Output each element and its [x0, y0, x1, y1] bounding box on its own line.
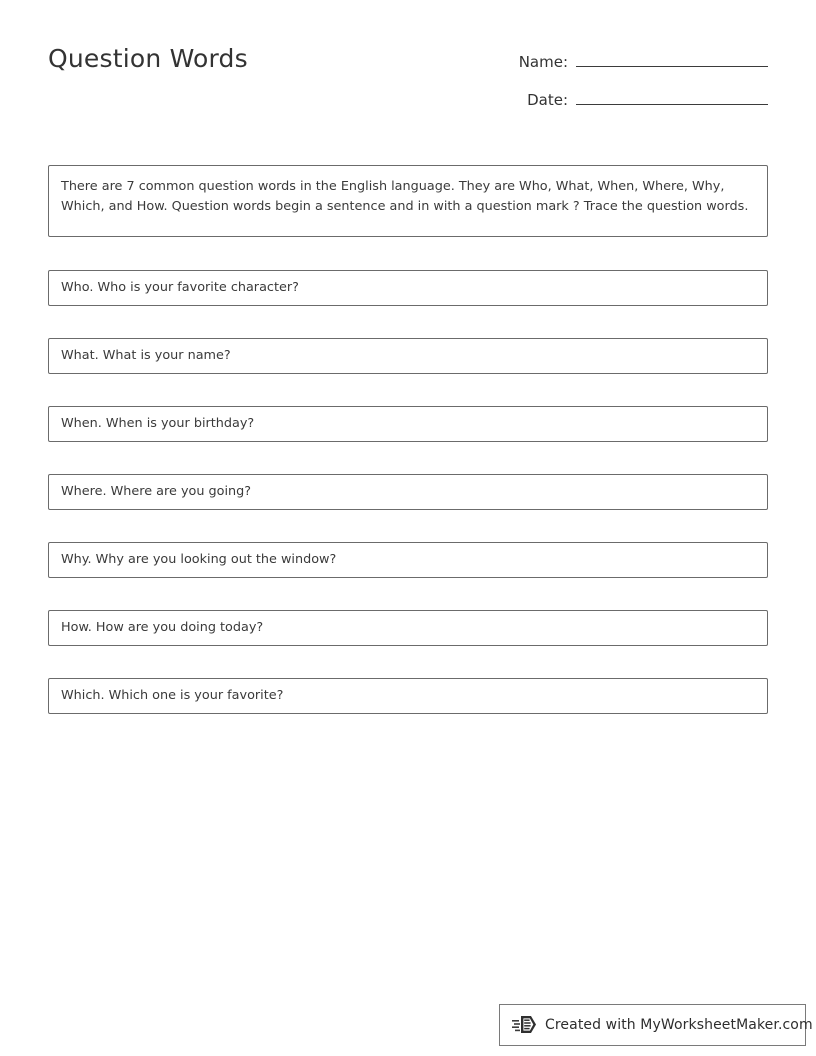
worksheet-maker-badge[interactable]: [499, 1004, 813, 1046]
name-field-row: [498, 50, 768, 88]
trace-row-text: Where. Where are you going?: [61, 484, 252, 499]
trace-row[interactable]: [48, 338, 768, 374]
trace-row[interactable]: [48, 610, 768, 646]
student-info-fields: [498, 50, 768, 126]
trace-row-text: When. When is your birthday?: [61, 416, 255, 431]
name-input-line[interactable]: [576, 50, 768, 67]
trace-row[interactable]: [48, 542, 768, 578]
trace-row[interactable]: [48, 406, 768, 442]
trace-rows-list: [48, 270, 768, 746]
instructions-text: There are 7 common question words in the English language. They are Who, What, When, Where, Why, Which, and How. Question words begin a sentence and in with a question mark ? Trace the question words.: [61, 179, 749, 214]
page-title: Question Words: [48, 44, 248, 73]
trace-row-text: Who. Who is your favorite character?: [61, 280, 299, 295]
worksheet-maker-badge-text: Created with MyWorksheetMaker.com: [545, 1017, 813, 1033]
worksheet-maker-logo-icon: [512, 1013, 538, 1037]
trace-row[interactable]: [48, 678, 768, 714]
trace-row[interactable]: [48, 270, 768, 306]
trace-row-text: Why. Why are you looking out the window?: [61, 552, 337, 567]
trace-row-text: Which. Which one is your favorite?: [61, 688, 284, 703]
date-field-label: Date:: [527, 91, 568, 109]
trace-row[interactable]: [48, 474, 768, 510]
trace-row-text: How. How are you doing today?: [61, 620, 264, 635]
trace-row-text: What. What is your name?: [61, 348, 231, 363]
name-field-label: Name:: [518, 53, 568, 71]
worksheet-header: [48, 44, 768, 134]
instructions-box: [48, 165, 768, 237]
date-input-line[interactable]: [576, 88, 768, 105]
date-field-row: [498, 88, 768, 126]
